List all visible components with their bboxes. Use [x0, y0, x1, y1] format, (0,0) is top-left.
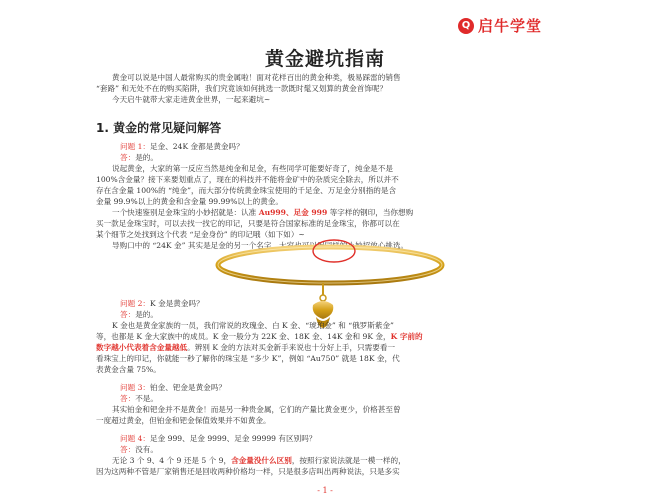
- page-title: 黄金避坑指南: [264, 48, 385, 70]
- q4-answer-line: [120, 444, 580, 455]
- q3-line1: 其实铂金和钯金并不是黄金！而是另一种贵金属，它们的产量比黄金更少，价格甚至曾: [112, 405, 401, 414]
- q2-line3: [96, 342, 556, 353]
- q2-question: K 金是黄金吗？: [150, 299, 204, 308]
- q2-line1: K 金也是黄金家族的一员，我们常说的玫瑰金、白 K 金、“琥珀金” 和 “俄罗斯紫金”: [112, 321, 394, 330]
- q1-para2-highlight: Au999、足金 999: [258, 208, 328, 217]
- q3-label: 问题 3：: [120, 383, 151, 392]
- q3-answer-line: [120, 393, 580, 404]
- q1-question: 足金、24K 金都是黄金吗？: [150, 142, 244, 151]
- q1-para2-line2: 买一款足金珠宝时，可以去找一找它的印记，只要是符合国家标准的足金珠宝，你都可以在: [96, 219, 400, 228]
- page-number: - 1 -: [317, 486, 333, 495]
- q1-para2-text-c: 等字样的钢印，当你想购: [327, 208, 414, 217]
- q1-para1-line1: 说起黄金，大家的第一反应当然是纯金和足金，有些同学可能要好奇了，纯金是不是: [112, 164, 393, 173]
- q4-label: 问题 4：: [120, 434, 151, 443]
- q1-answer-label: 答：: [120, 153, 136, 162]
- q2-answer-label: 答：: [120, 310, 136, 319]
- q2-line: [120, 298, 580, 309]
- q2-label: 问题 2：: [120, 299, 151, 308]
- q4-line1: [96, 455, 556, 466]
- q2-line5: 表黄金含量 75%。: [96, 365, 161, 374]
- q3-answer: 不是。: [135, 394, 158, 403]
- brand-name: 启牛学堂: [478, 17, 543, 35]
- q1-answer: 是的。: [135, 153, 158, 162]
- q1-para2-line3: 某个细节之处找到这个代表 “足金身份” 的印记哦（如下如）~: [96, 230, 305, 239]
- q1-para1-line4: 金量 99.9%以上的黄金和含金量 99.99%以上的黄金。: [96, 197, 283, 206]
- q3-question: 铂金、钯金是黄金吗？: [150, 383, 226, 392]
- q4-line1-highlight: 含金量没什么区别: [231, 456, 292, 465]
- q4-answer-label: 答：: [120, 445, 136, 454]
- q1-para1-line2: 100%含金量？接下来要划重点了，现在的科技并不能将金矿中的杂质完全除去，所以并不: [96, 175, 399, 184]
- q4-line2: 因为这两种不管是厂家销售还是回收两种价格均一样，只是很多店叫出两种说法，只是多实: [96, 467, 400, 476]
- q2-line2-highlight: K 字前的: [390, 332, 423, 341]
- q2-line3-text: 。辨别 K 金的方法对买金新手来说也十分好上手，只需要看一: [187, 343, 396, 352]
- q1-answer-line: [120, 152, 580, 163]
- intro-line-2: “套路” 和无处不在的购买陷阱，我们究竟该如何挑选一款既时髦又划算的黄金首饰呢？: [96, 84, 388, 93]
- q4-line1-text-c: ，按照行家说法就是一模一样的，: [291, 456, 406, 465]
- q3-line: [120, 382, 580, 393]
- intro-line-3: 今天启牛就带大家走进黄金世界，一起来避坑~: [112, 95, 271, 104]
- q1-para1-line3: 存在含金量 100%的 “纯金”，而大部分传统黄金珠宝使用的千足金、万足金分别指的是含: [96, 186, 397, 195]
- brand-logo: [458, 15, 542, 36]
- q2-answer: 是的。: [135, 310, 158, 319]
- q2-line4: 看珠宝上的印记，你就能一秒了解你的珠宝是 “多少 K”，例如 “Au750” 就是 18K 金，代: [96, 354, 400, 363]
- q1-label: 问题 1：: [120, 142, 151, 151]
- q2-line2: [96, 331, 556, 342]
- q3-line2: 一度超过黄金，但铂金和钯金保值效果并不如黄金。: [96, 416, 271, 425]
- q3-answer-label: 答：: [120, 394, 136, 403]
- q2-line3-highlight: 数字越小代表着含金量越低: [96, 343, 188, 352]
- q4-line1-text-a: 无论 3 个 9、4 个 9 还是 5 个 9，: [112, 456, 232, 465]
- q2-answer-line: [120, 309, 580, 320]
- q2-line2-text: 等，也都是 K 金大家族中的成员。K 金一般分为 22K 金、18K 金、14K 金和 9K 金，: [96, 332, 391, 341]
- q4-line: [120, 433, 580, 444]
- q1-para3: 导购口中的 “24K 金” 其实是足金的另一个名字，大家也可以用同样的小妙招放心挑选。: [112, 241, 409, 250]
- section-heading-1: 1. 黄金的常见疑问解答: [96, 121, 222, 135]
- q4-answer: 没有。: [135, 445, 158, 454]
- q4-question: 足金 999、足金 9999、足金 99999 有区别吗？: [150, 434, 317, 443]
- intro-line-1: 黄金可以说是中国人最常购买的贵金属啦！面对花样百出的黄金种类，极易踩雷的销售: [112, 73, 401, 82]
- brand-mark-icon: Q: [458, 18, 474, 34]
- q1-line: [120, 141, 580, 152]
- q1-para2-line1: [96, 207, 556, 218]
- stamp-highlight-circle: [313, 240, 355, 262]
- q1-para2-text-a: 一个快速鉴别足金珠宝的小妙招就是：认准: [112, 208, 259, 217]
